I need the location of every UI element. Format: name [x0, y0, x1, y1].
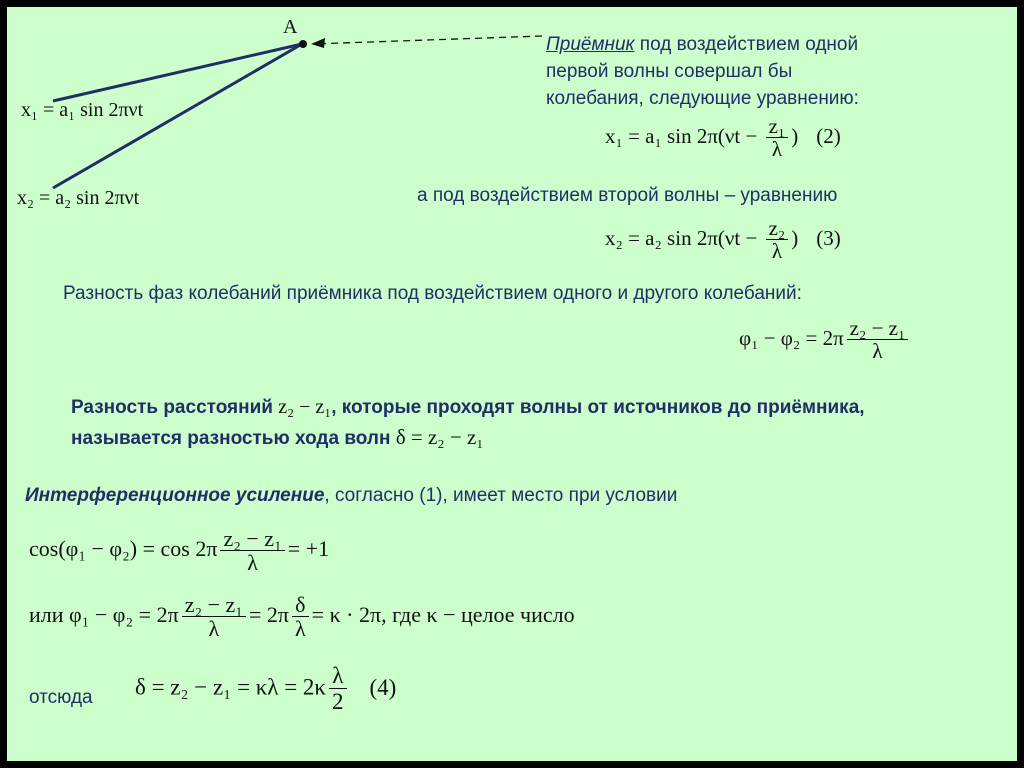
phase-eq-fraction — [847, 317, 909, 363]
left-equation-2: x₂ = a₂ sin 2πνt — [17, 187, 140, 209]
eq2-tail: ) — [791, 123, 799, 148]
intro-line-1-rest: под воздействием одной — [634, 34, 859, 55]
or-eq-lhs: или φ₁ − φ₂ = 2π — [29, 602, 179, 628]
pointer-arrow — [313, 36, 542, 44]
eq2-numerator: z₁ — [766, 115, 789, 138]
phase-difference-text: Разность фаз колебаний приёмника под воздействием одного и другого колебаний: — [63, 283, 802, 304]
phase-equation — [739, 317, 911, 363]
equation-3 — [605, 217, 841, 263]
or-eq-numerator-2: δ — [292, 593, 309, 617]
or-eq-numerator-1: z₂ − z₁ — [182, 593, 246, 617]
cos-eq-lhs: cos(φ₁ − φ₂) = cos 2π — [29, 536, 218, 562]
receiver-point — [299, 40, 307, 48]
hence-eq-denominator: 2 — [332, 689, 344, 715]
cos-eq-denominator: λ — [247, 550, 258, 576]
intro-text — [546, 31, 859, 112]
phase-eq-denominator: λ — [872, 339, 883, 364]
left-equation-1: x₁ = a₁ sin 2πνt — [21, 99, 144, 121]
path-diff-math-2: δ = z₂ − z₁ — [395, 425, 484, 449]
cos-equation — [29, 527, 329, 575]
path-diff-line-1 — [71, 393, 865, 423]
interference-bold: Интерференционное усиление — [25, 485, 325, 506]
cos-eq-numerator: z₂ − z₁ — [220, 527, 284, 551]
or-eq-fraction-2 — [292, 593, 309, 641]
point-label-a: A — [283, 16, 298, 38]
or-equation — [29, 593, 575, 641]
path-diff-math-1: z₂ − z₁ — [278, 396, 332, 418]
eq2-fraction — [766, 115, 789, 161]
path-diff-text-a: Разность расстояний — [71, 397, 279, 418]
intro-line-3: колебания, следующие уравнению: — [546, 88, 859, 109]
eq3-tail: ) — [791, 225, 799, 250]
hence-eq-numerator: λ — [329, 664, 347, 689]
or-eq-fraction-1 — [182, 593, 246, 641]
or-eq-rhs: = κ · 2π, где κ − целое число — [311, 602, 575, 628]
eq2-lhs: x₁ = a₁ sin 2π(νt − — [605, 123, 763, 148]
arrow-head — [311, 38, 325, 48]
or-eq-denominator-1: λ — [208, 616, 220, 642]
hence-eq-tag: (4) — [369, 674, 397, 700]
eq2-tag: (2) — [816, 123, 841, 148]
cos-eq-rhs: = +1 — [287, 536, 330, 562]
cos-eq-fraction — [220, 527, 284, 575]
receiver-word: Приёмник — [546, 34, 635, 55]
or-eq-mid: = 2π — [248, 602, 289, 628]
hence-word: отсюда — [29, 687, 93, 708]
second-wave-text: а под воздействием второй волны – уравнению — [417, 185, 838, 206]
path-diff-text-c: называется разностью хода волн — [71, 428, 396, 449]
hence-eq-fraction — [329, 664, 347, 714]
path-diff-line-2 — [71, 423, 865, 454]
intro-line-1 — [546, 31, 859, 58]
wave1-ray — [53, 44, 302, 101]
path-diff-text-b: , которые проходят волны от источников до приёмника, — [331, 397, 865, 418]
interference-condition-text — [25, 485, 677, 507]
equation-2 — [605, 115, 841, 161]
eq3-lhs: x₂ = a₂ sin 2π(νt − — [605, 225, 763, 250]
eq3-numerator: z₂ — [766, 217, 789, 240]
phase-eq-numerator: z₂ − z₁ — [847, 317, 909, 340]
eq3-denominator: λ — [771, 239, 783, 264]
eq2-denominator: λ — [771, 137, 783, 162]
or-eq-denominator-2: λ — [294, 616, 306, 642]
hence-eq-lhs: δ = z₂ − z₁ = κλ = 2κ — [135, 674, 327, 700]
wave-diagram — [7, 7, 1017, 761]
phase-eq-lhs: φ₁ − φ₂ = 2π — [739, 325, 844, 350]
interference-rest: , согласно (1), имеет место при условии — [324, 485, 678, 506]
hence-equation — [135, 664, 396, 714]
path-difference-definition — [71, 393, 865, 454]
intro-line-2: первой волны совершал бы — [546, 61, 793, 82]
slide — [7, 7, 1017, 761]
eq3-fraction — [766, 217, 789, 263]
eq3-tag: (3) — [816, 225, 841, 250]
